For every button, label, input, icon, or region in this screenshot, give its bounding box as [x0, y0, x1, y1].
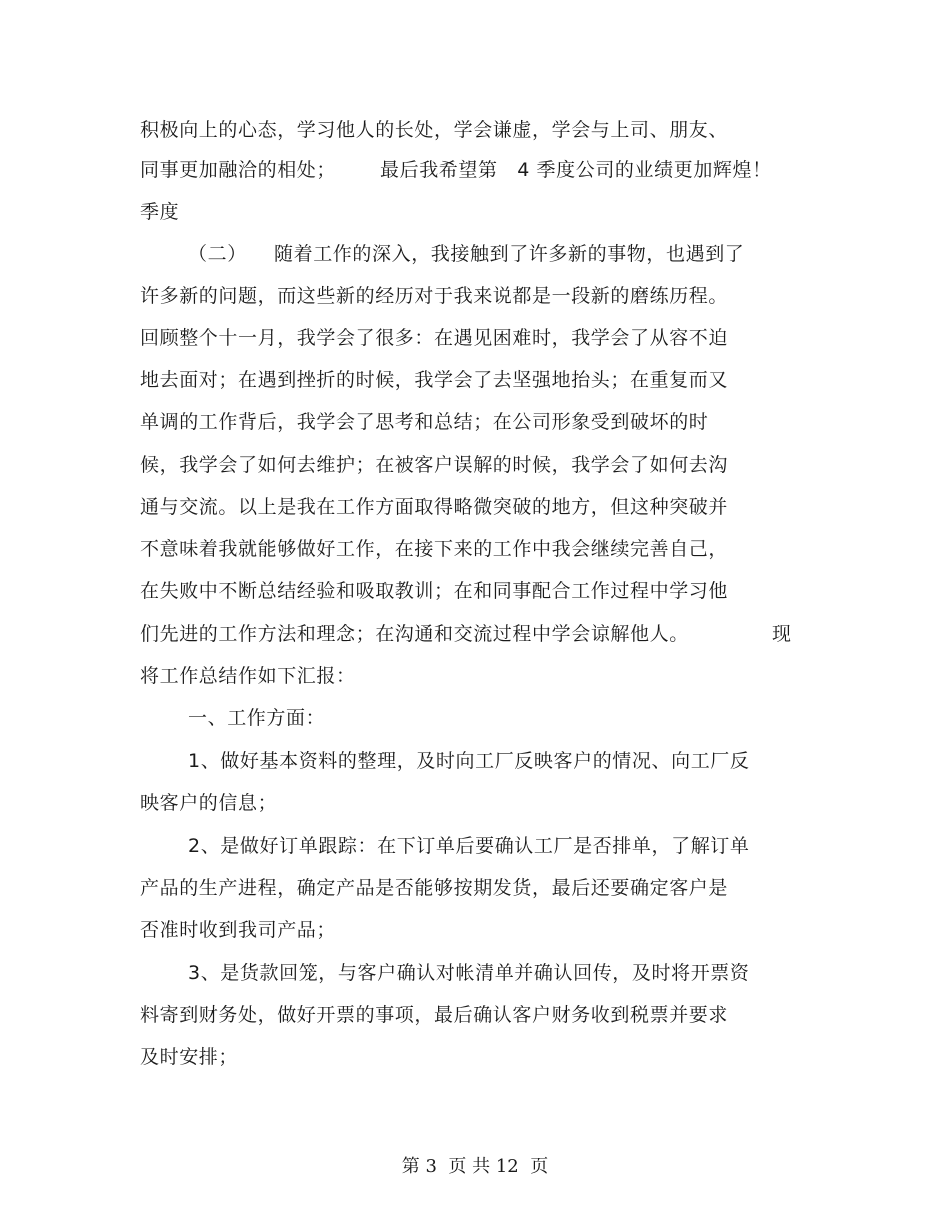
text-line: 映客户的信息； — [140, 792, 278, 814]
section-number: （二） — [188, 243, 247, 265]
text-line: 最后我希望第 4 季度公司的业绩更加辉煌！ — [380, 159, 772, 181]
text-line: 及时安排； — [140, 1046, 239, 1068]
text-line: 料寄到财务处，做好开票的事项，最后确认客户财务收到税票并要求 — [140, 1004, 729, 1026]
text-line: 季度 — [140, 201, 180, 223]
text-line: 产品的生产进程，确定产品是否能够按期发货，最后还要确定客户是 — [140, 877, 729, 899]
text-line: 许多新的问题，而这些新的经历对于我来说都是一段新的磨练历程。 — [140, 285, 729, 307]
text-line: 随着工作的深入，我接触到了许多新的事物，也遇到了 — [274, 243, 745, 265]
text-line: 回顾整个十一月，我学会了很多：在遇见困难时，我学会了从容不迫 — [140, 327, 729, 349]
text-line: 3、是货款回笼，与客户确认对帐清单并确认回传，及时将开票资 — [188, 962, 750, 984]
text-line: 在失败中不断总结经验和吸取教训；在和同事配合工作过程中学习他 — [140, 580, 729, 602]
page-footer: 第 3 页 共 12 页 — [401, 1156, 549, 1177]
text-line: 通与交流。以上是我在工作方面取得略微突破的地方，但这种突破并 — [140, 496, 729, 518]
text-line: 不意味着我就能够做好工作，在接下来的工作中我会继续完善自己， — [140, 538, 729, 560]
text-line: 单调的工作背后，我学会了思考和总结；在公司形象受到破坏的时 — [140, 411, 709, 433]
text-line: 否准时收到我司产品； — [140, 919, 337, 941]
text-line: 2、是做好订单跟踪：在下订单后要确认工厂是否排单，了解订单 — [188, 835, 750, 857]
text-line: 候，我学会了如何去维护；在被客户误解的时候，我学会了如何去沟 — [140, 454, 729, 476]
text-line: 地去面对；在遇到挫折的时候，我学会了去坚强地抬头；在重复而又 — [140, 369, 729, 391]
text-line: 1、做好基本资料的整理，及时向工厂反映客户的情况、向工厂反 — [188, 750, 750, 772]
text-line: 将工作总结作如下汇报： — [140, 665, 356, 687]
text-line: 们先进的工作方法和理念；在沟通和交流过程中学会谅解他人。 — [140, 623, 689, 645]
text-line: 同事更加融洽的相处； — [140, 159, 337, 181]
section-heading: 一、工作方面： — [188, 707, 326, 729]
text-line: 现 — [772, 623, 792, 645]
text-line: 积极向上的心态，学习他人的长处，学会谦虚，学会与上司、朋友、 — [140, 119, 729, 141]
